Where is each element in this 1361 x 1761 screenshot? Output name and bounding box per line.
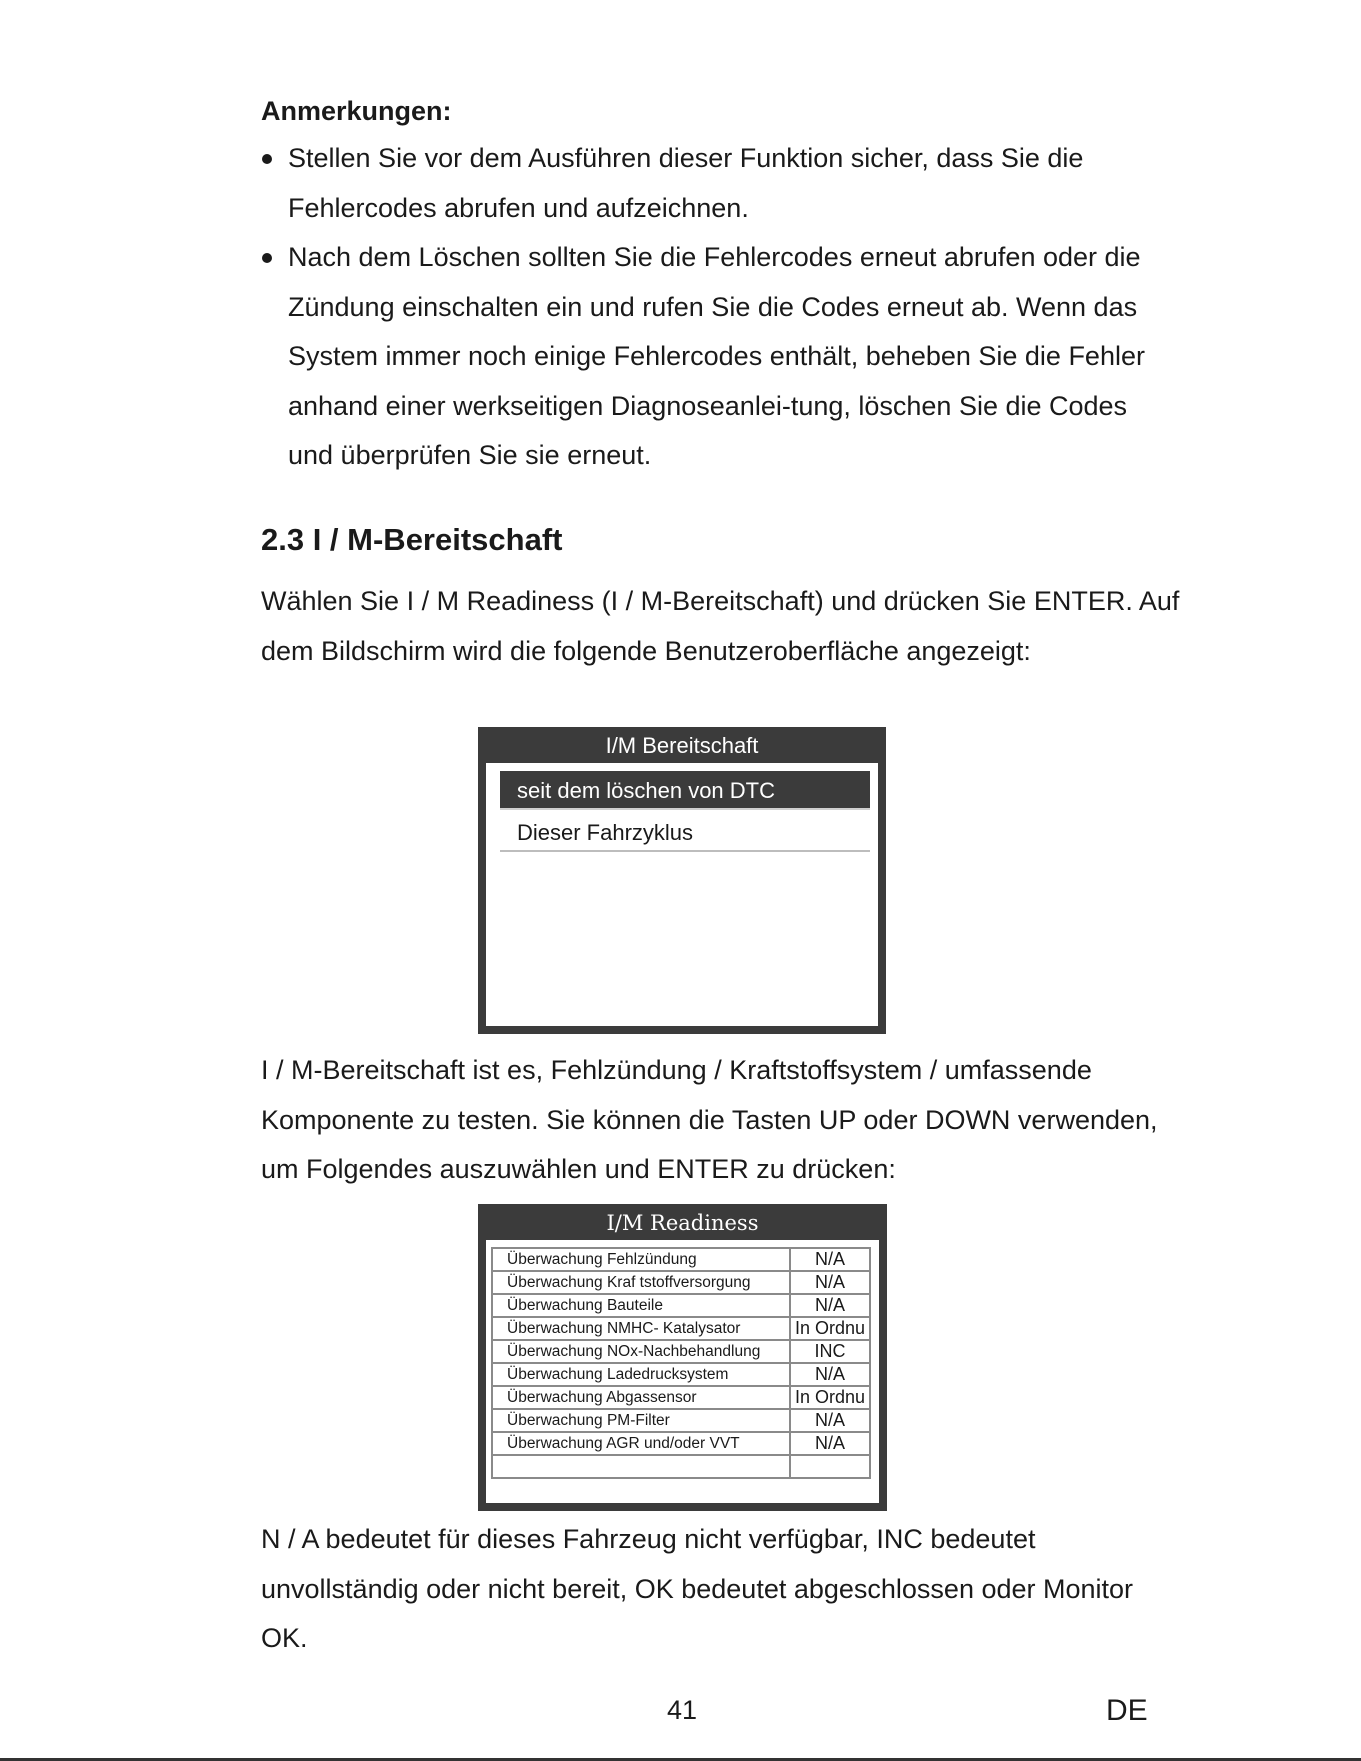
screen-title: I/M Readiness [606,1211,759,1235]
monitor-name: Überwachung Kraf tstoffversorgung [492,1271,790,1294]
empty-cell [790,1455,870,1478]
notes-bullet-text: Nach dem Löschen sollten Sie die Fehlercodes erneut abrufen oder die Zündung einschalten ein und rufen Sie die Codes erneut ab. Wenn das System immer noch einige Fehlercodes enthält, beheben Sie die Fehler anhand einer werkseitigen Diagnoseanlei-tung, löschen Sie die Codes und überprüfen Sie sie erneut. [288,242,1145,470]
table-row-empty [492,1455,870,1478]
monitor-status: In Ordnu [790,1386,870,1409]
table-row [492,1294,870,1317]
screen-im-readiness [478,1204,887,1511]
intro-paragraph: Wählen Sie I / M Readiness (I / M-Bereitschaft) und drücken Sie ENTER. Auf dem Bildschirm wird die folgende Benutzeroberfläche angezeigt: [261,586,1180,666]
monitor-status: N/A [790,1294,870,1317]
bullet-dot-icon [262,154,272,164]
monitor-status: N/A [790,1363,870,1386]
language-code: DE [1106,1694,1148,1727]
table-row [492,1340,870,1363]
monitor-status: N/A [790,1409,870,1432]
bullet-dot-icon [262,253,272,263]
monitor-name: Überwachung NMHC- Katalysator [492,1317,790,1340]
menu-item-this-drive-cycle[interactable]: Dieser Fahrzyklus [500,813,870,852]
page-number: 41 [667,1695,698,1725]
monitor-name: Überwachung Abgassensor [492,1386,790,1409]
notes-bullet-text: Stellen Sie vor dem Ausführen dieser Funktion sicher, dass Sie die Fehlercodes abrufen und aufzeichnen. [288,143,1084,223]
screen-im-menu [478,727,886,1034]
monitor-status: N/A [790,1432,870,1455]
empty-cell [492,1455,790,1478]
monitor-name: Überwachung PM-Filter [492,1409,790,1432]
notes-bullet [261,233,1161,481]
menu-item-since-dtc-cleared[interactable]: seit dem löschen von DTC [500,771,870,810]
table-row [492,1409,870,1432]
monitor-name: Überwachung AGR und/oder VVT [492,1432,790,1455]
table-row [492,1317,870,1340]
screen-body [486,1240,879,1503]
monitor-name: Überwachung Bauteile [492,1294,790,1317]
notes-bullet [261,134,1161,233]
legend-paragraph: N / A bedeutet für dieses Fahrzeug nicht verfügbar, INC bedeutet unvollständig oder nicht bereit, OK bedeutet abgeschlossen oder Monitor OK. [261,1524,1134,1653]
screen-title: I/M Bereitschaft [605,733,759,758]
readiness-table [491,1247,871,1479]
monitor-name: Überwachung Fehlzündung [492,1248,790,1271]
screen-body [486,763,878,1026]
explanation-paragraph: I / M-Bereitschaft ist es, Fehlzündung / Kraftstoffsystem / umfassende Komponente zu testen. Sie können die Tasten UP oder DOWN verwenden, um Folgendes auszuwählen und ENTER zu drücken: [261,1055,1158,1184]
monitor-name: Überwachung NOx-Nachbehandlung [492,1340,790,1363]
notes-list [261,134,1161,481]
table-row [492,1271,870,1294]
table-row [492,1386,870,1409]
table-row [492,1363,870,1386]
monitor-status: N/A [790,1271,870,1294]
monitor-name: Überwachung Ladedrucksystem [492,1363,790,1386]
monitor-status: INC [790,1340,870,1363]
table-row [492,1248,870,1271]
monitor-status: In Ordnu [790,1317,870,1340]
section-heading: 2.3 I / M-Bereitschaft [261,522,563,557]
notes-heading: Anmerkungen: [261,96,452,126]
table-row [492,1432,870,1455]
monitor-status: N/A [790,1248,870,1271]
